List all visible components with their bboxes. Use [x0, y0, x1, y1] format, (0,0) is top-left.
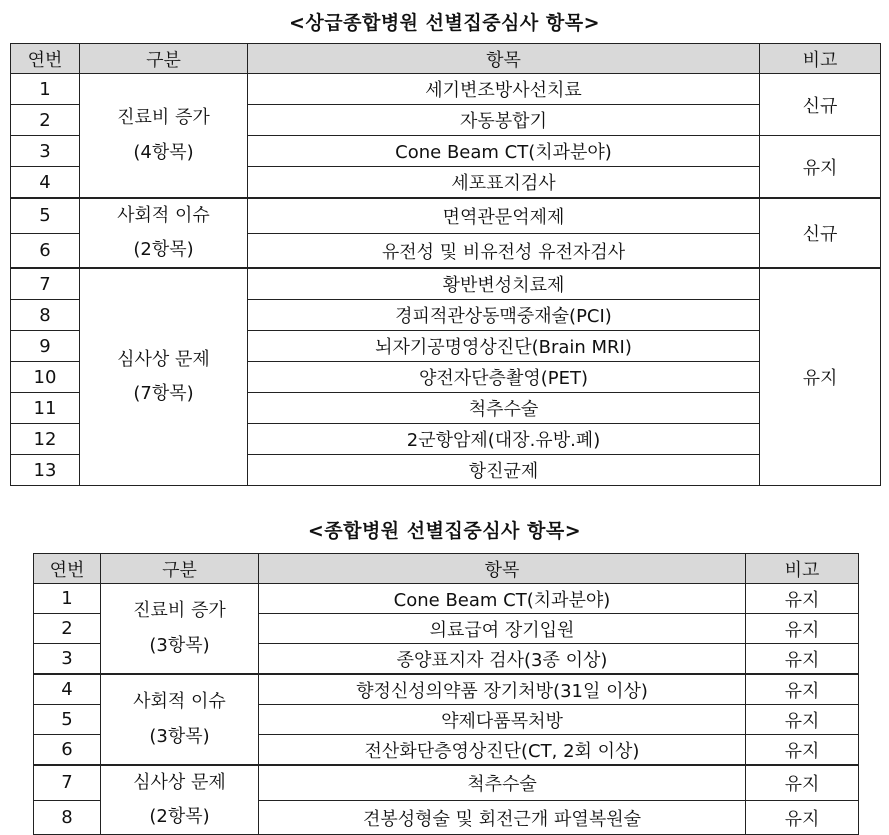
row-no: 4 [34, 674, 101, 705]
table-row [11, 198, 881, 233]
category-label: 심사상 문제 [117, 349, 210, 371]
row-note: 유지 [746, 735, 859, 766]
row-item: 항진균제 [248, 455, 760, 486]
row-note: 유지 [746, 705, 859, 735]
header-category: 구분 [80, 44, 248, 74]
table-header-row [11, 44, 881, 74]
header-note: 비고 [760, 44, 881, 74]
row-no: 7 [11, 268, 80, 300]
row-item: 유전성 및 비유전성 유전자검사 [248, 233, 760, 268]
header-no: 연번 [11, 44, 80, 74]
row-item: 뇌자기공명영상진단(Brain MRI) [248, 331, 760, 362]
category-cell [101, 674, 259, 765]
category-count: (2항목) [133, 239, 194, 261]
row-no: 2 [11, 105, 80, 136]
row-no: 13 [11, 455, 80, 486]
table-row [34, 674, 859, 705]
note-cell: 유지 [760, 136, 881, 199]
category-count: (2항목) [149, 806, 210, 828]
row-note: 유지 [746, 644, 859, 675]
row-note: 유지 [746, 584, 859, 614]
row-item: 의료급여 장기입원 [259, 614, 746, 644]
row-no: 3 [11, 136, 80, 167]
row-item: 양전자단층촬영(PET) [248, 362, 760, 393]
row-no: 1 [11, 74, 80, 105]
category-label: 사회적 이슈 [133, 691, 226, 713]
row-no: 10 [11, 362, 80, 393]
row-no: 7 [34, 765, 101, 800]
category-count: (3항목) [149, 725, 210, 747]
note-cell: 유지 [760, 268, 881, 486]
row-no: 3 [34, 644, 101, 675]
row-no: 8 [11, 300, 80, 331]
header-note: 비고 [746, 554, 859, 584]
header-item: 항목 [259, 554, 746, 584]
row-no: 6 [11, 233, 80, 268]
note-cell: 신규 [760, 198, 881, 268]
row-no: 5 [11, 198, 80, 233]
row-item: 면역관문억제제 [248, 198, 760, 233]
table1-title: <상급종합병원 선별집중심사 항목> [288, 12, 601, 34]
row-item: Cone Beam CT(치과분야) [248, 136, 760, 167]
row-no: 12 [11, 424, 80, 455]
category-label: 사회적 이슈 [117, 205, 210, 226]
header-item: 항목 [248, 44, 760, 74]
table-header-row [34, 554, 859, 584]
row-item: 약제다품목처방 [259, 705, 746, 735]
category-count: (3항목) [149, 634, 210, 656]
category-count: (7항목) [133, 383, 194, 405]
row-item: 종양표지자 검사(3종 이상) [259, 644, 746, 675]
row-item: 척추수술 [259, 765, 746, 800]
row-no: 1 [34, 584, 101, 614]
general-hospital-table [33, 553, 859, 835]
table2-title: <종합병원 선별집중심사 항목> [307, 520, 582, 542]
row-no: 4 [11, 167, 80, 199]
table-row [34, 584, 859, 614]
row-note: 유지 [746, 614, 859, 644]
category-cell [80, 268, 248, 486]
table-row [11, 74, 881, 105]
category-label: 심사상 문제 [133, 772, 226, 793]
header-no: 연번 [34, 554, 101, 584]
row-item: 향정신성의약품 장기처방(31일 이상) [259, 674, 746, 705]
category-cell [101, 765, 259, 835]
row-no: 6 [34, 735, 101, 766]
row-no: 2 [34, 614, 101, 644]
row-item: Cone Beam CT(치과분야) [259, 584, 746, 614]
category-cell [80, 74, 248, 199]
row-no: 9 [11, 331, 80, 362]
row-note: 유지 [746, 674, 859, 705]
category-label: 진료비 증가 [133, 600, 226, 622]
row-item: 경피적관상동맥중재술(PCI) [248, 300, 760, 331]
category-cell [80, 198, 248, 268]
row-item: 척추수술 [248, 393, 760, 424]
row-no: 8 [34, 800, 101, 835]
tertiary-hospital-table [10, 43, 881, 486]
row-item: 세포표지검사 [248, 167, 760, 199]
header-category: 구분 [101, 554, 259, 584]
row-item: 전산화단층영상진단(CT, 2회 이상) [259, 735, 746, 766]
note-cell: 신규 [760, 74, 881, 136]
row-item: 자동봉합기 [248, 105, 760, 136]
category-cell [101, 584, 259, 675]
row-no: 5 [34, 705, 101, 735]
row-item: 2군항암제(대장.유방.폐) [248, 424, 760, 455]
category-count: (4항목) [133, 141, 194, 163]
table-row [34, 765, 859, 800]
category-label: 진료비 증가 [117, 107, 210, 129]
row-item: 세기변조방사선치료 [248, 74, 760, 105]
row-note: 유지 [746, 800, 859, 835]
row-note: 유지 [746, 765, 859, 800]
row-item: 견봉성형술 및 회전근개 파열복원술 [259, 800, 746, 835]
table-row [11, 268, 881, 300]
row-item: 황반변성치료제 [248, 268, 760, 300]
row-no: 11 [11, 393, 80, 424]
